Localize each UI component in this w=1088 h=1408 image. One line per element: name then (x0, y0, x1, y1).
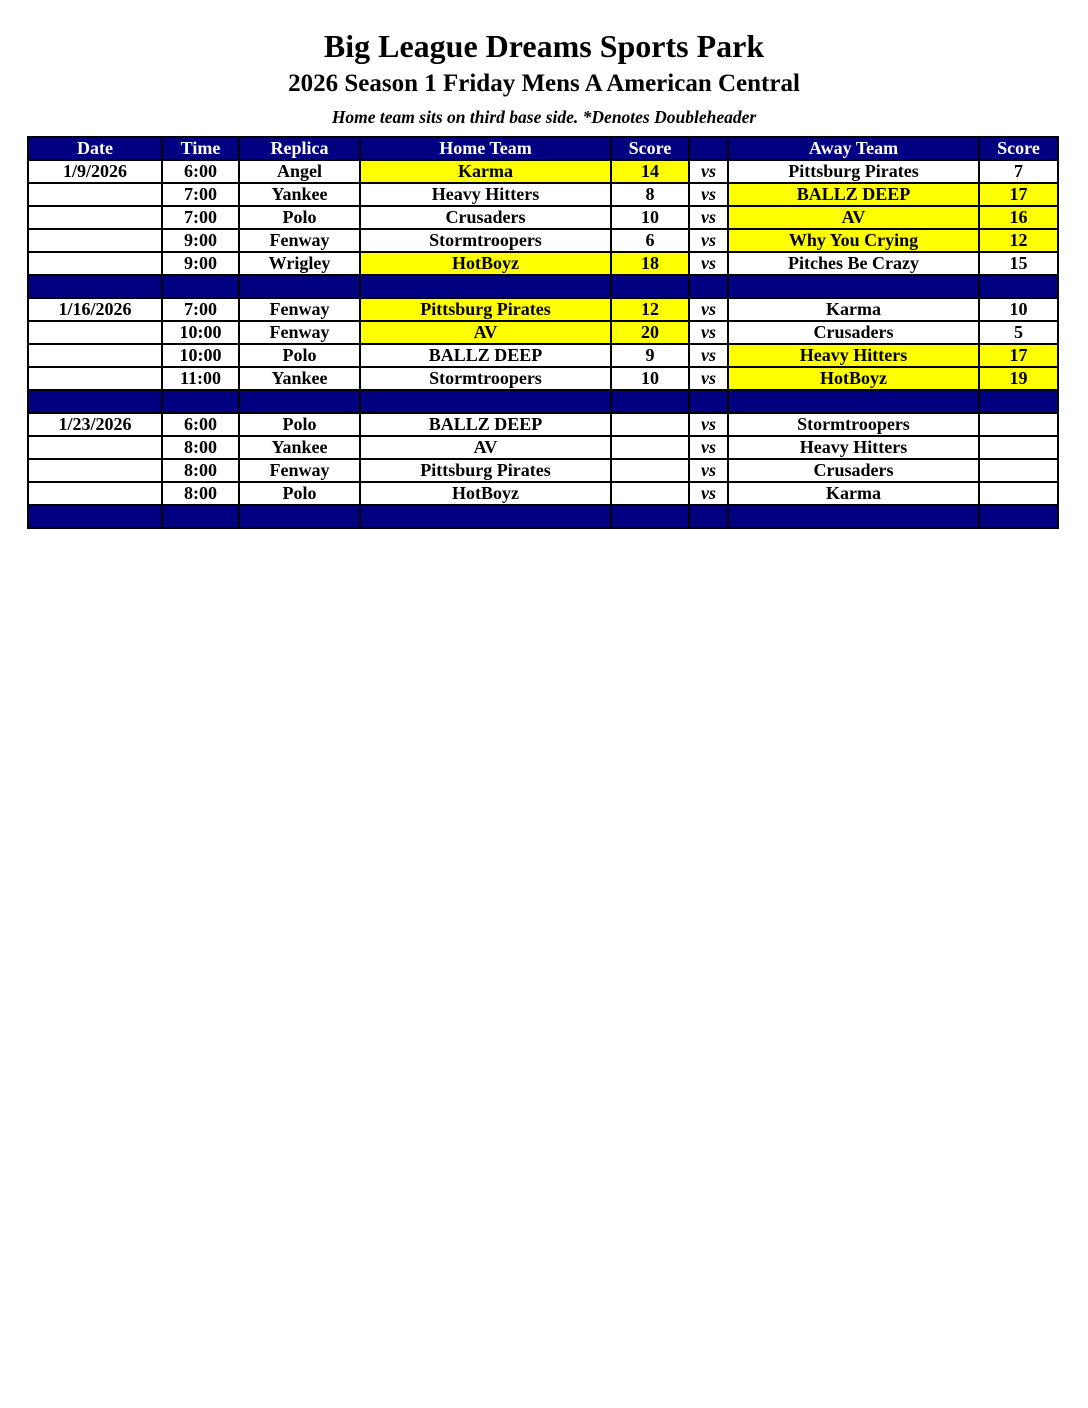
column-header-away-team: Away Team (728, 137, 979, 160)
separator-cell (239, 275, 360, 298)
vs-cell: vs (689, 436, 728, 459)
date-cell (28, 229, 162, 252)
separator-cell (360, 275, 611, 298)
vs-cell: vs (689, 298, 728, 321)
table-row (28, 436, 1058, 459)
vs-cell: vs (689, 413, 728, 436)
home-team-cell: BALLZ DEEP (360, 344, 611, 367)
home-team-cell: Pittsburg Pirates (360, 298, 611, 321)
separator-cell (728, 505, 979, 528)
separator-cell (360, 390, 611, 413)
replica-cell: Yankee (239, 367, 360, 390)
separator-cell (689, 275, 728, 298)
table-row (28, 482, 1058, 505)
time-cell: 7:00 (162, 206, 239, 229)
separator-cell (611, 275, 689, 298)
page-subtitle: 2026 Season 1 Friday Mens A American Central (288, 70, 800, 97)
vs-cell: vs (689, 183, 728, 206)
away-team-cell: AV (728, 206, 979, 229)
date-cell (28, 206, 162, 229)
column-header-away-score: Score (979, 137, 1058, 160)
week-separator-row (28, 275, 1058, 298)
separator-cell (28, 505, 162, 528)
table-row (28, 298, 1058, 321)
replica-cell: Yankee (239, 183, 360, 206)
vs-cell: vs (689, 367, 728, 390)
away-team-cell: Karma (728, 482, 979, 505)
separator-cell (689, 505, 728, 528)
home-score-cell: 9 (611, 344, 689, 367)
week-separator-row (28, 505, 1058, 528)
away-score-cell (979, 459, 1058, 482)
away-score-cell (979, 413, 1058, 436)
vs-cell: vs (689, 344, 728, 367)
replica-cell: Wrigley (239, 252, 360, 275)
table-row (28, 206, 1058, 229)
table-row (28, 183, 1058, 206)
away-score-cell: 16 (979, 206, 1058, 229)
date-cell (28, 367, 162, 390)
separator-cell (239, 505, 360, 528)
home-team-cell: Karma (360, 160, 611, 183)
column-header-home-team: Home Team (360, 137, 611, 160)
home-team-cell: Crusaders (360, 206, 611, 229)
time-cell: 10:00 (162, 321, 239, 344)
replica-cell: Fenway (239, 459, 360, 482)
date-cell: 1/23/2026 (28, 413, 162, 436)
date-cell (28, 252, 162, 275)
home-team-cell: HotBoyz (360, 252, 611, 275)
replica-cell: Fenway (239, 298, 360, 321)
date-cell: 1/9/2026 (28, 160, 162, 183)
separator-cell (979, 275, 1058, 298)
separator-cell (979, 505, 1058, 528)
time-cell: 8:00 (162, 482, 239, 505)
time-cell: 6:00 (162, 160, 239, 183)
away-team-cell: Crusaders (728, 321, 979, 344)
table-row (28, 229, 1058, 252)
away-score-cell: 15 (979, 252, 1058, 275)
replica-cell: Fenway (239, 229, 360, 252)
table-row (28, 367, 1058, 390)
home-score-cell: 20 (611, 321, 689, 344)
away-team-cell: HotBoyz (728, 367, 979, 390)
time-cell: 9:00 (162, 252, 239, 275)
separator-cell (360, 505, 611, 528)
week-separator-row (28, 390, 1058, 413)
home-score-cell (611, 413, 689, 436)
schedule-table (27, 136, 1059, 529)
away-score-cell (979, 482, 1058, 505)
home-score-cell: 10 (611, 206, 689, 229)
vs-cell: vs (689, 160, 728, 183)
home-team-cell: BALLZ DEEP (360, 413, 611, 436)
time-cell: 11:00 (162, 367, 239, 390)
schedule-body (28, 160, 1058, 528)
home-team-cell: AV (360, 436, 611, 459)
time-cell: 8:00 (162, 459, 239, 482)
separator-cell (162, 505, 239, 528)
vs-cell: vs (689, 459, 728, 482)
column-header-date: Date (28, 137, 162, 160)
away-team-cell: Crusaders (728, 459, 979, 482)
separator-cell (611, 390, 689, 413)
home-score-cell: 10 (611, 367, 689, 390)
separator-cell (979, 390, 1058, 413)
home-team-cell: Heavy Hitters (360, 183, 611, 206)
date-cell (28, 183, 162, 206)
table-row (28, 413, 1058, 436)
date-cell (28, 482, 162, 505)
away-score-cell: 10 (979, 298, 1058, 321)
time-cell: 6:00 (162, 413, 239, 436)
home-score-cell (611, 482, 689, 505)
table-row (28, 459, 1058, 482)
away-team-cell: Karma (728, 298, 979, 321)
away-score-cell: 19 (979, 367, 1058, 390)
home-team-cell: Stormtroopers (360, 229, 611, 252)
replica-cell: Polo (239, 482, 360, 505)
away-team-cell: Heavy Hitters (728, 436, 979, 459)
away-score-cell: 17 (979, 183, 1058, 206)
home-score-cell: 12 (611, 298, 689, 321)
replica-cell: Polo (239, 206, 360, 229)
column-header-replica: Replica (239, 137, 360, 160)
table-row (28, 321, 1058, 344)
time-cell: 7:00 (162, 298, 239, 321)
separator-cell (239, 390, 360, 413)
away-score-cell: 5 (979, 321, 1058, 344)
separator-cell (162, 390, 239, 413)
time-cell: 9:00 (162, 229, 239, 252)
away-team-cell: Heavy Hitters (728, 344, 979, 367)
replica-cell: Yankee (239, 436, 360, 459)
vs-cell: vs (689, 321, 728, 344)
table-row (28, 160, 1058, 183)
separator-cell (162, 275, 239, 298)
table-header-row (28, 137, 1058, 160)
away-team-cell: Pittsburg Pirates (728, 160, 979, 183)
replica-cell: Angel (239, 160, 360, 183)
date-cell (28, 344, 162, 367)
time-cell: 10:00 (162, 344, 239, 367)
home-score-cell (611, 459, 689, 482)
away-team-cell: Why You Crying (728, 229, 979, 252)
column-header-time: Time (162, 137, 239, 160)
separator-cell (728, 390, 979, 413)
separator-cell (611, 505, 689, 528)
vs-cell: vs (689, 229, 728, 252)
column-header-home-score: Score (611, 137, 689, 160)
table-row (28, 252, 1058, 275)
table-row (28, 344, 1058, 367)
home-score-cell: 8 (611, 183, 689, 206)
home-score-cell: 18 (611, 252, 689, 275)
replica-cell: Fenway (239, 321, 360, 344)
separator-cell (689, 390, 728, 413)
date-cell (28, 321, 162, 344)
date-cell (28, 436, 162, 459)
vs-cell: vs (689, 252, 728, 275)
time-cell: 8:00 (162, 436, 239, 459)
column-header-vs (689, 137, 728, 160)
away-team-cell: BALLZ DEEP (728, 183, 979, 206)
away-score-cell: 17 (979, 344, 1058, 367)
away-score-cell (979, 436, 1058, 459)
home-team-cell: AV (360, 321, 611, 344)
away-score-cell: 7 (979, 160, 1058, 183)
away-team-cell: Stormtroopers (728, 413, 979, 436)
home-score-cell: 6 (611, 229, 689, 252)
home-score-cell: 14 (611, 160, 689, 183)
home-score-cell (611, 436, 689, 459)
home-team-cell: Stormtroopers (360, 367, 611, 390)
separator-cell (28, 390, 162, 413)
time-cell: 7:00 (162, 183, 239, 206)
vs-cell: vs (689, 482, 728, 505)
schedule-note: Home team sits on third base side. *Denotes Doubleheader (331, 107, 757, 127)
home-team-cell: Pittsburg Pirates (360, 459, 611, 482)
replica-cell: Polo (239, 413, 360, 436)
separator-cell (728, 275, 979, 298)
date-cell (28, 459, 162, 482)
page-title: Big League Dreams Sports Park (323, 28, 765, 64)
date-cell: 1/16/2026 (28, 298, 162, 321)
separator-cell (28, 275, 162, 298)
away-score-cell: 12 (979, 229, 1058, 252)
home-team-cell: HotBoyz (360, 482, 611, 505)
vs-cell: vs (689, 206, 728, 229)
replica-cell: Polo (239, 344, 360, 367)
away-team-cell: Pitches Be Crazy (728, 252, 979, 275)
